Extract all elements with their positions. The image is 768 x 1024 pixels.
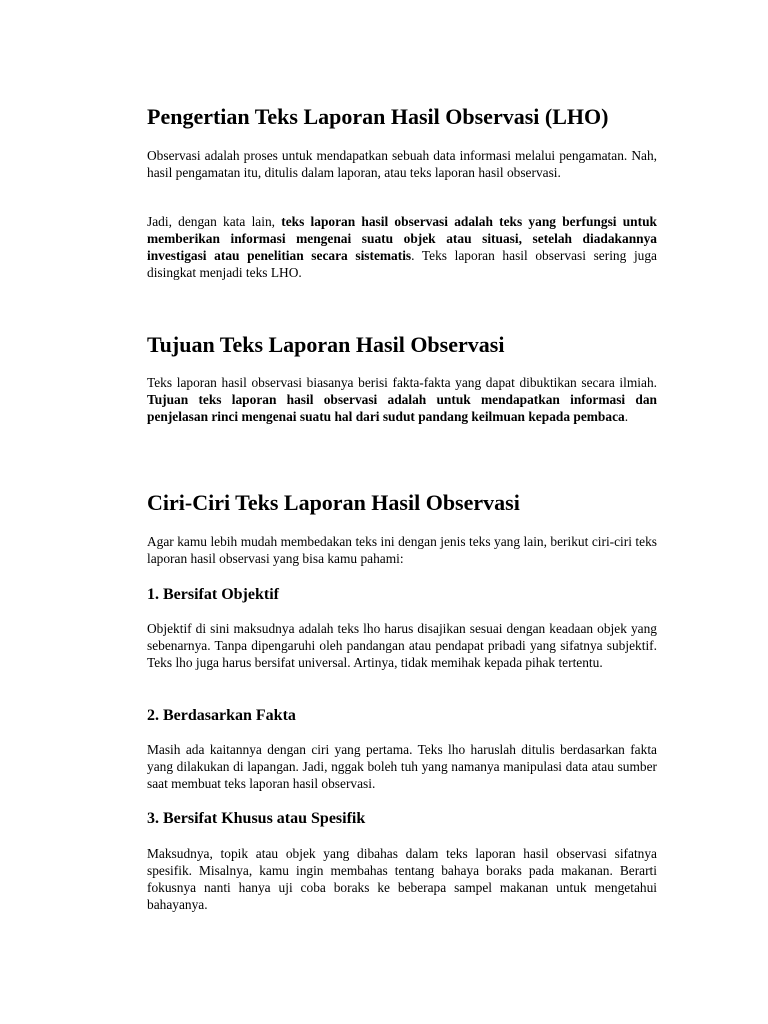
paragraph-text: Jadi, dengan kata lain, bbox=[147, 214, 282, 229]
paragraph-text: Teks laporan hasil observasi biasanya berisi fakta-fakta yang dapat dibuktikan secara ilmiah. bbox=[147, 375, 657, 390]
paragraph-bold-text: teks laporan hasil observasi adalah teks yang berfungsi untuk memberikan informasi mengenai suatu objek atau situasi, setelah diadakannya investigasi atau penelitian secara sistematis bbox=[147, 214, 657, 263]
subheading-bersifat-objektif: 1. Bersifat Objektif bbox=[147, 586, 279, 603]
paragraph-text: . bbox=[624, 409, 629, 424]
paragraph-pengertian-1: Observasi adalah proses untuk mendapatkan sebuah data informasi melalui pengamatan. Nah, hasil pengamatan itu, ditulis dalam laporan, atau teks laporan hasil observasi. bbox=[147, 148, 657, 180]
paragraph-ciri-intro: Agar kamu lebih mudah membedakan teks ini dengan jenis teks yang lain, berikut ciri-ciri teks laporan hasil observasi yang bisa kamu pahami: bbox=[147, 534, 657, 566]
section-title-pengertian: Pengertian Teks Laporan Hasil Observasi (LHO) bbox=[147, 104, 609, 129]
subheading-bersifat-khusus: 3. Bersifat Khusus atau Spesifik bbox=[147, 810, 366, 827]
paragraph-pengertian-2 bbox=[147, 213, 657, 281]
paragraph-berdasarkan-fakta: Masih ada kaitannya dengan ciri yang pertama. Teks lho haruslah ditulis berdasarkan fakta yang dilakukan di lapangan. Jadi, nggak boleh tuh yang namanya manipulasi data atau sumber saat membuat teks laporan hasil observasi. bbox=[147, 742, 657, 791]
paragraph-bersifat-objektif: Objektif di sini maksudnya adalah teks lho harus disajikan sesuai dengan keadaan objek yang sebenarnya. Tanpa dipengaruhi oleh pandangan atau pendapat pribadi yang sifatnya subjektif. Teks lho juga harus bersifat universal. Artinya, tidak memihak kepada pihak tertentu. bbox=[147, 621, 657, 670]
paragraph-tujuan-1 bbox=[147, 374, 657, 425]
paragraph-text: . Teks laporan hasil observasi sering juga disingkat menjadi teks LHO. bbox=[147, 248, 658, 280]
section-title-ciri-ciri: Ciri-Ciri Teks Laporan Hasil Observasi bbox=[147, 490, 520, 515]
paragraph-bold-text: Tujuan teks laporan hasil observasi adalah untuk mendapatkan informasi dan penjelasan rinci mengenai suatu hal dari sudut pandang keilmuan kepada pembaca bbox=[147, 392, 657, 424]
paragraph-bersifat-khusus: Maksudnya, topik atau objek yang dibahas dalam teks laporan hasil observasi sifatnya spesifik. Misalnya, kamu ingin membahas tentang bahaya boraks pada makanan. Berarti fokusnya nanti hanya uji coba boraks ke beberapa sampel makanan untuk mengetahui bahayanya. bbox=[147, 846, 657, 912]
section-title-tujuan: Tujuan Teks Laporan Hasil Observasi bbox=[147, 332, 505, 357]
subheading-berdasarkan-fakta: 2. Berdasarkan Fakta bbox=[147, 707, 296, 724]
